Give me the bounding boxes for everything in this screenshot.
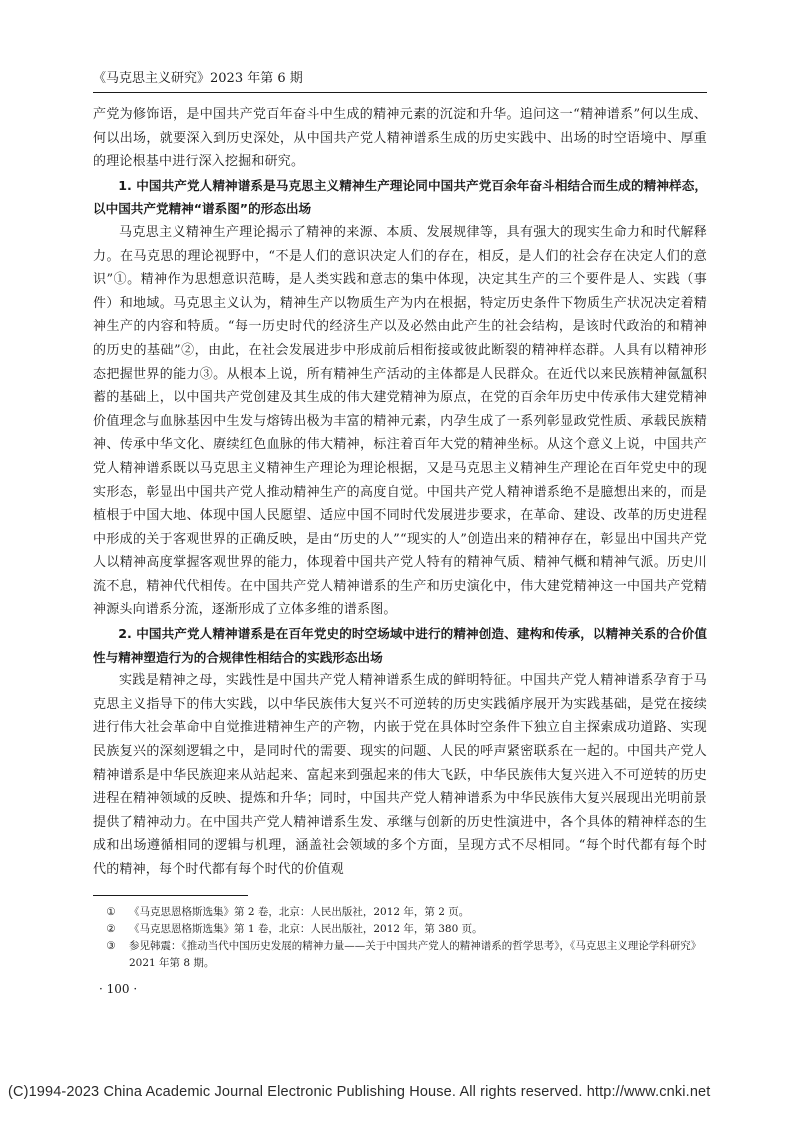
paragraph: 产党为修饰语，是中国共产党百年奋斗中生成的精神元素的沉淀和升华。追问这一“精神谱系”何以生成、何以出场，就要深入到历史深处，从中国共产党人精神谱系生成的历史实践中、出场的时空语境中、厚重的理论根基中进行深入挖掘和研究。 xyxy=(93,107,707,170)
footnote-number: ① xyxy=(106,905,116,918)
paragraph: 马克思主义精神生产理论揭示了精神的来源、本质、发展规律等，具有强大的现实生命力和时代解释力。在马克思的理论视野中，“不是人们的意识决定人们的存在，相反，是人们的社会存在决定人们的意识”①。精神作为思想意识范畴，是人类实践和意志的集中体现，决定其生产的三个要件是人、实践（事件）和地域。马克思主义认为，精神生产以物质生产为内在根据，特定历史条件下物质生产状况决定着精神生产的内容和特质。“每一历史时代的经济生产以及必然由此产生的社会结构，是该时代政治的和精神的历史的基础”②，由此，在社会发展进步中形成前后相衔接或彼此断裂的精神样态群。人具有以精神形态把握世界的能力③。从根本上说，所有精神生产活动的主体都是人民群众。在近代以来民族精神氤氲积蓄的基础上，以中国共产党创建及其生成的伟大建党精神为原点，在党的百余年历史中传承伟大建党精神价值理念与血脉基因中生发与熔铸出极为丰富的精神元素，内孕生成了一系列彰显政党性质、承载民族精神、传承中华文化、赓续红色血脉的伟大精神，标注着百年大党的精神坐标。从这个意义上说，中国共产党人精神谱系既以马克思主义精神生产理论为理论根据，又是马克思主义精神生产理论在百年党史中的现实形态，彰显出中国共产党人推动精神生产的高度自觉。中国共产党人精神谱系绝不是臆想出来的，而是植根于中国大地、体现中国人民愿望、适应中国不同时代发展进步要求，在革命、建设、改革的历史进程中形成的关于客观世界的正确反映，是由“历史的人”“现实的人”创造出来的精神存在，彰显出中国共产党人以精神高度掌握客观世界的能力，体现着中国共产党人特有的精神气质、精神气概和精神气派。历史川流不息，精神代代相传。在中国共产党人精神谱系的生产和历史演化中，伟大建党精神这一中国共产党精神源头向谱系分流，逐渐形成了立体多维的谱系图。 xyxy=(93,224,707,618)
footnote-number: ③ xyxy=(106,939,116,952)
section-heading: 1. 中国共产党人精神谱系是马克思主义精神生产理论同中国共产党百余年奋斗相结合而生成的精神样态，以中国共产党精神“谱系图”的形态出场 xyxy=(93,177,707,217)
section-heading: 2. 中国共产党人精神谱系是在百年党史的时空场域中进行的精神创造、建构和传承，以精神关系的合价值性与精神塑造行为的合规律性相结合的实践形态出场 xyxy=(93,626,707,665)
footnote-text: 《马克思恩格斯选集》第 1 卷，北京：人民出版社，2012 年，第 380 页。 xyxy=(129,922,483,935)
footnote xyxy=(93,904,707,921)
running-header: 《马克思主义研究》2023 年第 6 期 xyxy=(93,70,707,93)
page xyxy=(93,70,707,996)
footnote xyxy=(93,938,707,972)
page-number: · 100 · xyxy=(99,981,138,996)
footnotes xyxy=(93,904,707,972)
footnote-text: 《马克思恩格斯选集》第 2 卷，北京：人民出版社，2012 年，第 2 页。 xyxy=(129,905,470,918)
footnote-number: ② xyxy=(106,922,116,935)
paragraph: 实践是精神之母，实践性是中国共产党人精神谱系生成的鲜明特征。中国共产党人精神谱系孕育于马克思主义指导下的伟大实践，以中华民族伟大复兴不可逆转的历史实践循序展开为实践基础，是党在接续进行伟大社会革命中自觉推进精神生产的产物，内嵌于党在具体时空条件下独立自主探索成功道路、实现民族复兴的深刻逻辑之中，是同时代的需要、现实的问题、人民的呼声紧密联系在一起的。中国共产党人精神谱系是中华民族迎来从站起来、富起来到强起来的伟大飞跃，中华民族伟大复兴进入不可逆转的历史进程在精神领域的反映、提炼和升华；同时，中国共产党人精神谱系为中华民族伟大复兴展现出光明前景提供了精神动力。在中国共产党人精神谱系生发、承继与创新的历史性演进中，各个具体的精神样态的生成和出场遵循相同的逻辑与机理，涵盖社会领域的多个方面，呈现方式不尽相同。“每个时代都有每个时代的精神，每个时代都有每个时代的价值观 xyxy=(93,673,707,877)
footnote xyxy=(93,921,707,938)
article-body xyxy=(93,103,707,882)
footnote-text: 参见韩震：《推动当代中国历史发展的精神力量——关于中国共产党人的精神谱系的哲学思考》，《马克思主义理论学科研究》2021 年第 8 期。 xyxy=(129,939,702,969)
copyright-footer: (C)1994-2023 China Academic Journal Electronic Publishing House. All rights reserved. http://www.cnki.net xyxy=(8,1084,711,1100)
footnote-divider xyxy=(93,895,248,896)
